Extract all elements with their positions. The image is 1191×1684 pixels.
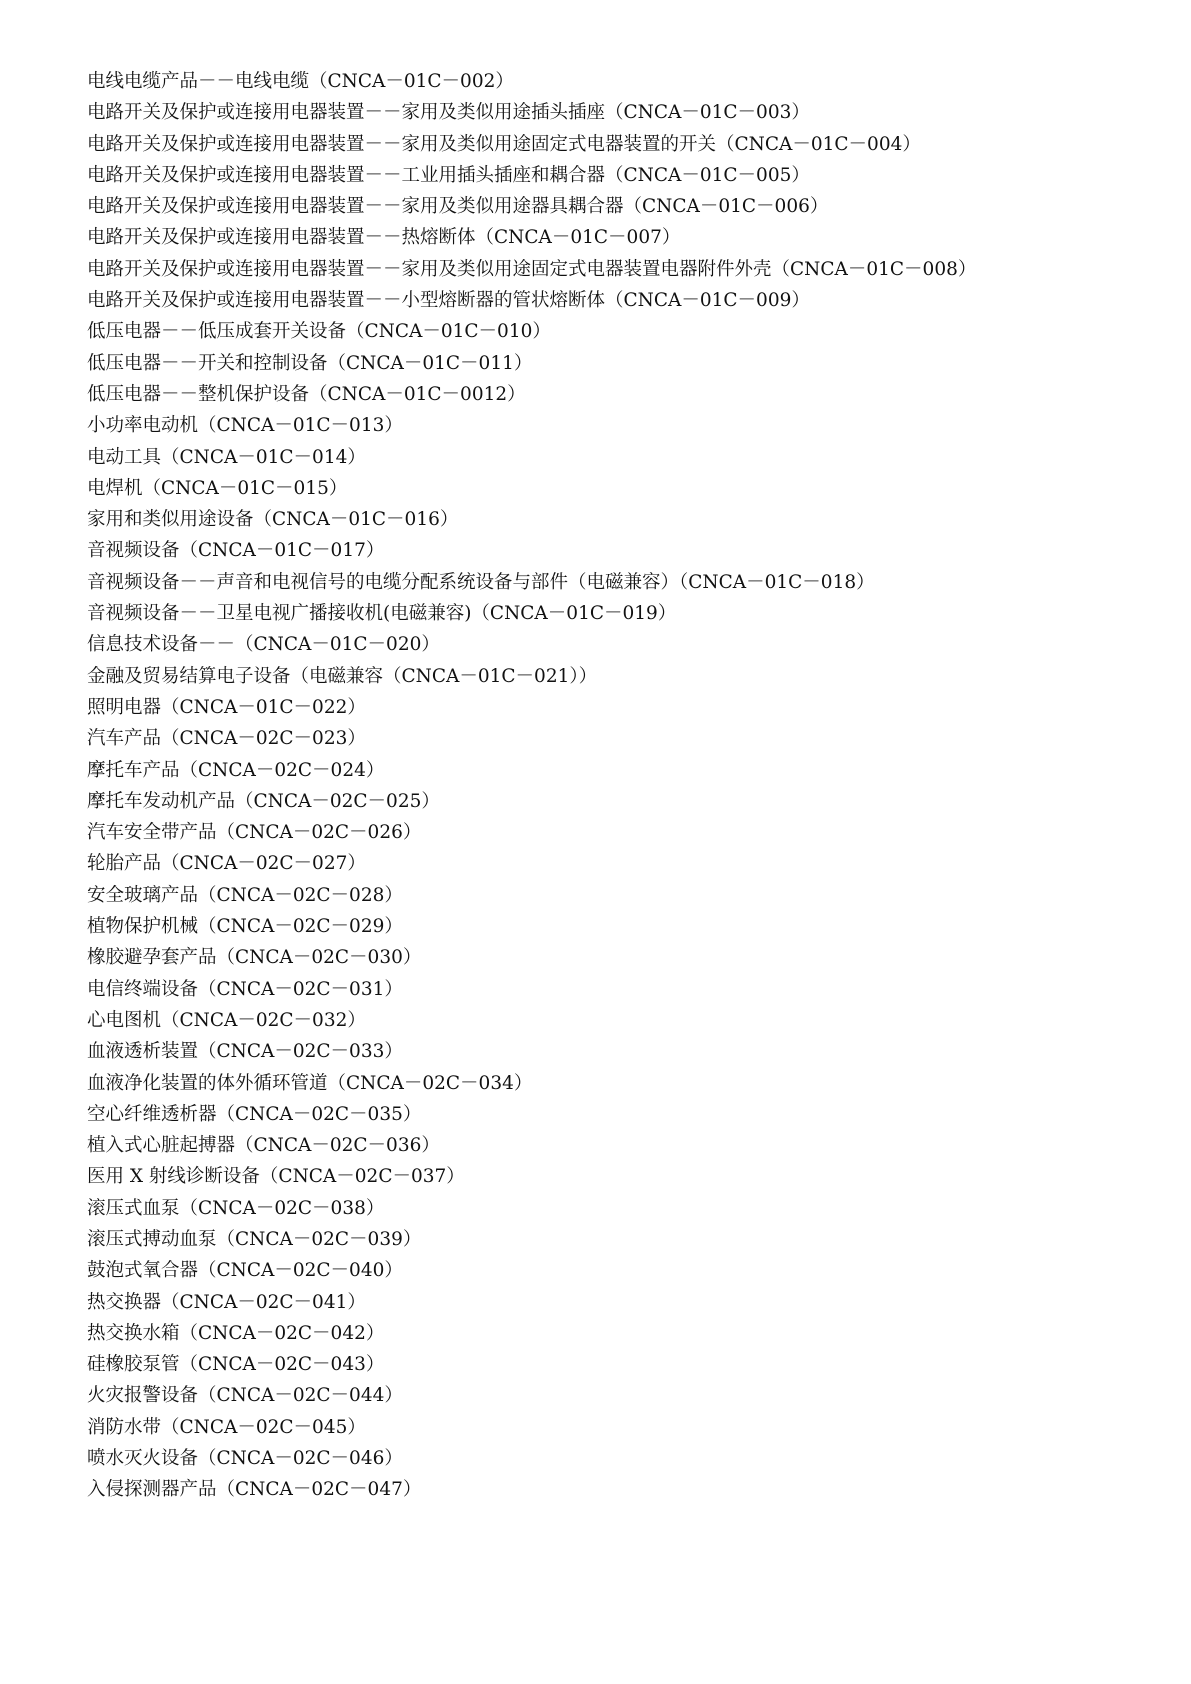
catalog-entry: 医用 X 射线诊断设备（CNCA－02C－037） [87, 1166, 465, 1188]
catalog-entry: 音视频设备（CNCA－01C－017） [87, 540, 385, 562]
catalog-entry: 植物保护机械（CNCA－02C－029） [87, 916, 403, 938]
catalog-entry: 电路开关及保护或连接用电器装置－－家用及类似用途插头插座（CNCA－01C－003） [87, 102, 810, 124]
catalog-entry: 电路开关及保护或连接用电器装置－－家用及类似用途固定式电器装置的开关（CNCA－01C－004） [87, 133, 921, 155]
catalog-entry: 鼓泡式氧合器（CNCA－02C－040） [87, 1260, 403, 1282]
catalog-entry: 火灾报警设备（CNCA－02C－044） [87, 1385, 403, 1407]
catalog-entry: 空心纤维透析器（CNCA－02C－035） [87, 1103, 422, 1125]
catalog-entry: 心电图机（CNCA－02C－032） [87, 1009, 366, 1031]
catalog-entry: 电路开关及保护或连接用电器装置－－家用及类似用途固定式电器装置电器附件外壳（CNCA－01C－008） [87, 258, 977, 280]
catalog-entry: 血液净化装置的体外循环管道（CNCA－02C－034） [87, 1072, 533, 1094]
catalog-entry: 音视频设备－－声音和电视信号的电缆分配系统设备与部件（电磁兼容）（CNCA－01C－018） [87, 571, 875, 593]
catalog-entry-list [87, 66, 976, 1506]
catalog-entry: 照明电器（CNCA－01C－022） [87, 696, 366, 718]
catalog-entry: 电路开关及保护或连接用电器装置－－工业用插头插座和耦合器（CNCA－01C－005） [87, 164, 810, 186]
catalog-entry: 电动工具（CNCA－01C－014） [87, 446, 366, 468]
catalog-entry: 热交换器（CNCA－02C－041） [87, 1291, 366, 1313]
catalog-entry: 血液透析装置（CNCA－02C－033） [87, 1041, 403, 1063]
catalog-entry: 喷水灭火设备（CNCA－02C－046） [87, 1448, 403, 1470]
catalog-entry: 低压电器－－开关和控制设备（CNCA－01C－011） [87, 352, 533, 374]
catalog-entry: 硅橡胶泵管（CNCA－02C－043） [87, 1354, 385, 1376]
catalog-entry: 电信终端设备（CNCA－02C－031） [87, 978, 403, 1000]
catalog-entry: 轮胎产品（CNCA－02C－027） [87, 853, 366, 875]
catalog-entry: 汽车产品（CNCA－02C－023） [87, 728, 366, 750]
catalog-entry: 家用和类似用途设备（CNCA－01C－016） [87, 509, 459, 531]
catalog-entry: 电线电缆产品－－电线电缆（CNCA－01C－002） [87, 71, 514, 92]
catalog-entry: 电焊机（CNCA－01C－015） [87, 477, 348, 499]
catalog-entry: 信息技术设备－－（CNCA－01C－020） [87, 634, 440, 656]
catalog-entry: 摩托车产品（CNCA－02C－024） [87, 759, 385, 781]
catalog-entry: 低压电器－－低压成套开关设备（CNCA－01C－010） [87, 321, 551, 343]
catalog-entry: 音视频设备－－卫星电视广播接收机(电磁兼容)（CNCA－01C－019） [87, 603, 677, 625]
catalog-entry: 消防水带（CNCA－02C－045） [87, 1416, 366, 1438]
catalog-entry: 摩托车发动机产品（CNCA－02C－025） [87, 790, 440, 812]
catalog-entry: 植入式心脏起搏器（CNCA－02C－036） [87, 1135, 440, 1157]
catalog-entry: 电路开关及保护或连接用电器装置－－家用及类似用途器具耦合器（CNCA－01C－006） [87, 196, 829, 218]
catalog-entry: 滚压式血泵（CNCA－02C－038） [87, 1197, 385, 1219]
catalog-entry: 橡胶避孕套产品（CNCA－02C－030） [87, 947, 422, 969]
catalog-entry: 安全玻璃产品（CNCA－02C－028） [87, 884, 403, 906]
catalog-entry: 小功率电动机（CNCA－01C－013） [87, 415, 403, 437]
catalog-entry: 入侵探测器产品（CNCA－02C－047） [87, 1479, 422, 1501]
catalog-entry: 电路开关及保护或连接用电器装置－－热熔断体（CNCA－01C－007） [87, 227, 681, 249]
catalog-entry: 汽车安全带产品（CNCA－02C－026） [87, 822, 422, 844]
catalog-entry: 热交换水箱（CNCA－02C－042） [87, 1322, 385, 1344]
catalog-entry: 金融及贸易结算电子设备（电磁兼容（CNCA－01C－021）） [87, 665, 598, 687]
catalog-entry: 滚压式搏动血泵（CNCA－02C－039） [87, 1228, 422, 1250]
catalog-entry: 低压电器－－整机保护设备（CNCA－01C－0012） [87, 383, 526, 405]
catalog-entry: 电路开关及保护或连接用电器装置－－小型熔断器的管状熔断体（CNCA－01C－009） [87, 290, 810, 312]
